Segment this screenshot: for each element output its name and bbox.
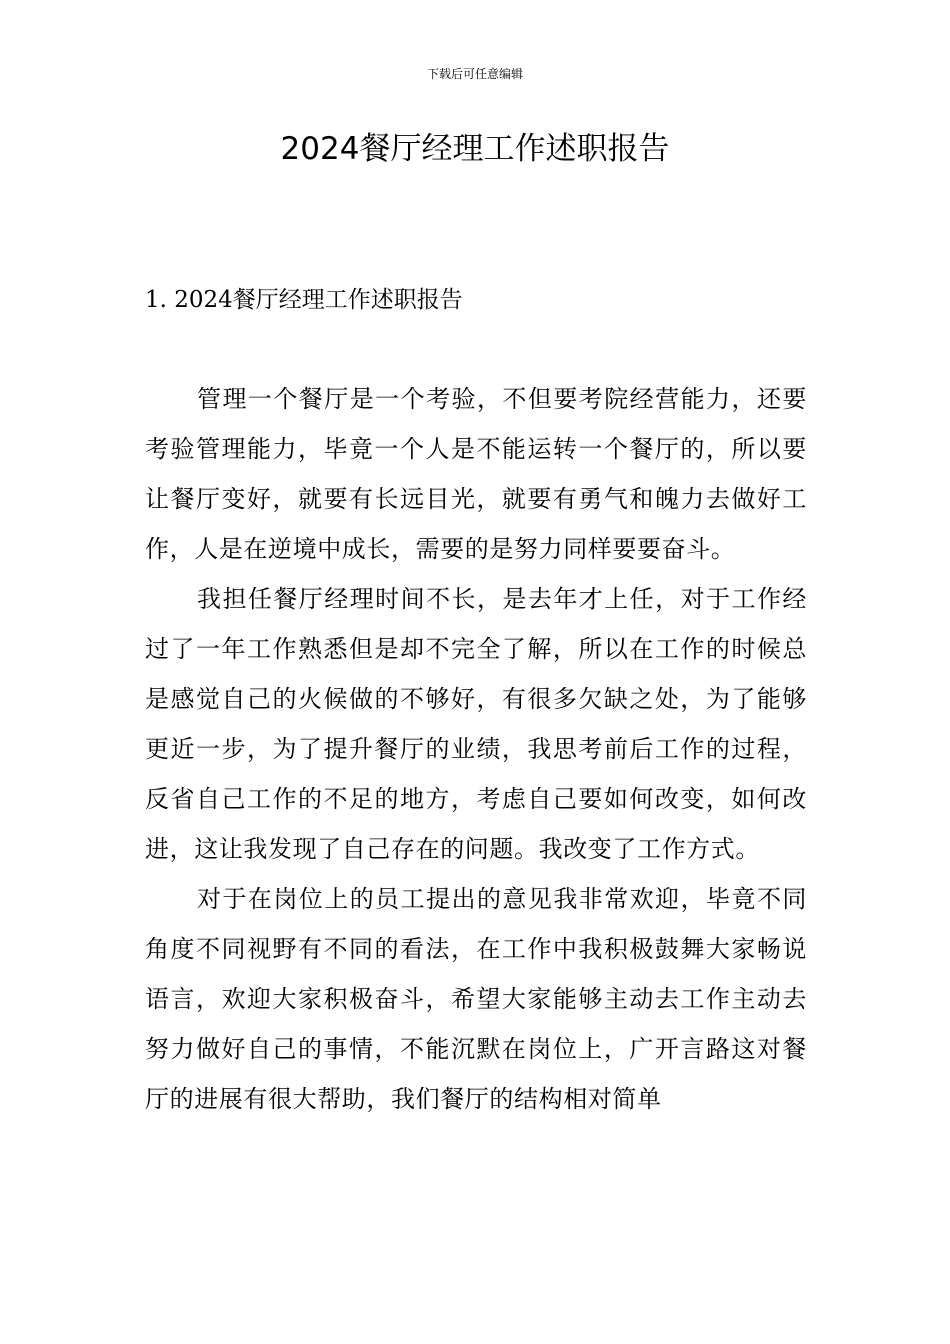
body-paragraph: 管理一个餐厅是一个考验，不但要考院经营能力，还要考验管理能力，毕竟一个人是不能运转一个餐厅的，所以要让餐厅变好，就要有长远目光，就要有勇气和魄力去做好工作，人是在逆境中成长，需要的是努力同样要要奋斗。	[145, 385, 807, 563]
section-heading: 1. 2024餐厅经理工作述职报告	[145, 287, 463, 313]
document-body	[145, 374, 807, 1124]
body-paragraph: 对于在岗位上的员工提出的意见我非常欢迎，毕竟不同角度不同视野有不同的看法，在工作中我积极鼓舞大家畅说语言，欢迎大家积极奋斗，希望大家能够主动去工作主动去努力做好自己的事情，不能沉默在岗位上，广开言路这对餐厅的进展有很大帮助，我们餐厅的结构相对简单	[145, 885, 807, 1113]
header-note: 下载后可任意编辑	[426, 67, 523, 81]
body-paragraph: 我担任餐厅经理时间不长，是去年才上任，对于工作经过了一年工作熟悉但是却不完全了解，所以在工作的时候总是感觉自己的火候做的不够好，有很多欠缺之处，为了能够更近一步，为了提升餐厅的业绩，我思考前后工作的过程，反省自己工作的不足的地方，考虑自己要如何改变，如何改进，这让我发现了自己存在的问题。我改变了工作方式。	[145, 585, 807, 863]
document-title: 2024餐厅经理工作述职报告	[280, 131, 670, 167]
